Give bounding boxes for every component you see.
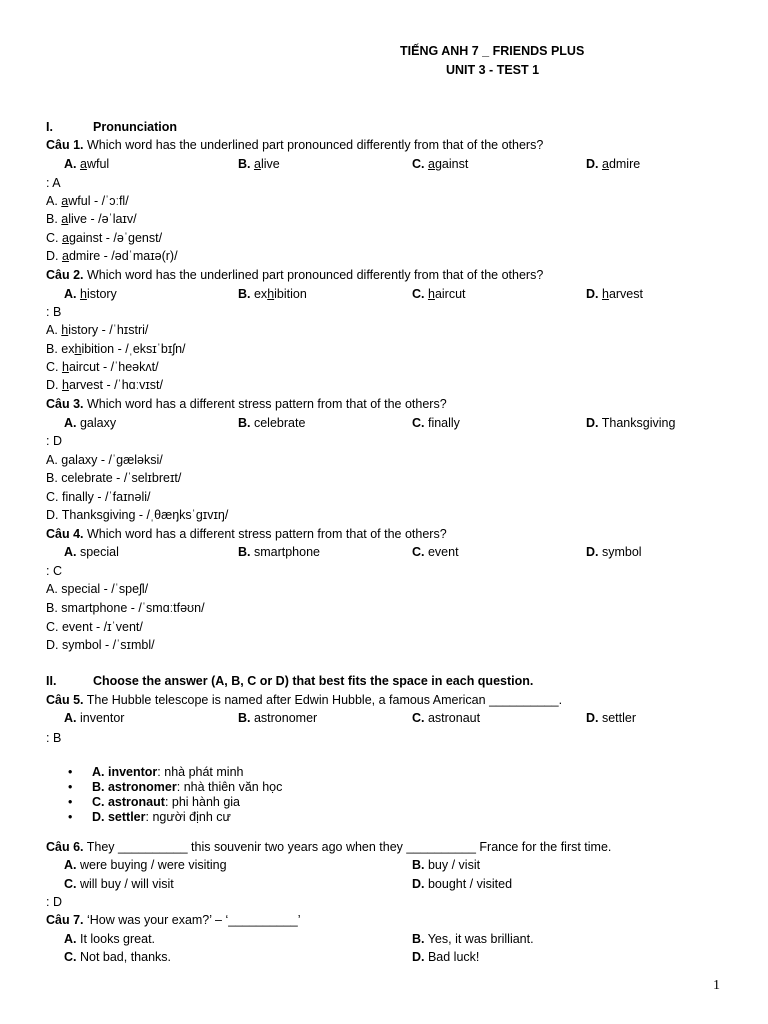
q1-option-d: D. admire: [586, 157, 641, 171]
q2-option-c: C. haircut: [412, 287, 466, 301]
q3-explanation-d: D. Thanksgiving - /ˌθæŋksˈgɪvɪŋ/: [46, 508, 229, 522]
question-text: Which word has the underlined part pronounced differently from that of the others?: [83, 138, 544, 152]
question-label: Câu 3.: [46, 397, 84, 411]
q4-answer: : C: [46, 564, 62, 578]
q5-bullet-a: • A. inventor: nhà phát minh: [92, 765, 243, 779]
q2-option-b: B. exhibition: [238, 287, 307, 301]
q1-answer: : A: [46, 176, 61, 190]
q5-answer: : B: [46, 731, 62, 745]
question-text: They __________ this souvenir two years ago when they __________ France for the first time.: [83, 840, 612, 854]
q5-bullet-c: • C. astronaut: phi hành gia: [92, 795, 240, 809]
section-2-title: Choose the answer (A, B, C or D) that best fits the space in each question.: [93, 674, 534, 688]
question-6: [46, 840, 611, 855]
question-label: Câu 5.: [46, 693, 84, 707]
question-7: [46, 913, 301, 928]
question-4: [46, 527, 447, 542]
question-text: The Hubble telescope is named after Edwin Hubble, a famous American __________.: [83, 693, 563, 707]
q2-explanation-b: B. exhibition - /ˌeksɪˈbɪʃn/: [46, 342, 186, 356]
q7-option-b: B. Yes, it was brilliant.: [412, 932, 534, 946]
q6-option-d: D. bought / visited: [412, 877, 513, 891]
q4-explanation-c: C. event - /ɪˈvent/: [46, 620, 143, 634]
q1-explanation-a: A. awful - /ˈɔːfl/: [46, 194, 129, 208]
q5-option-d: D. settler: [586, 711, 637, 725]
question-1: [46, 138, 543, 153]
question-label: Câu 4.: [46, 527, 84, 541]
question-label: Câu 1.: [46, 138, 84, 152]
section-1-number: I.: [46, 120, 53, 134]
q6-option-a: A. were buying / were visiting: [64, 858, 227, 872]
question-text: Which word has the underlined part pronounced differently from that of the others?: [83, 268, 544, 282]
header-line-2: UNIT 3 - TEST 1: [446, 63, 540, 77]
q2-option-a: A. history: [64, 287, 117, 301]
q6-option-c: C. will buy / will visit: [64, 877, 174, 891]
q3-option-d: D. Thanksgiving: [586, 416, 676, 430]
q6-answer: : D: [46, 895, 62, 909]
question-3: [46, 397, 447, 412]
question-text: ‘How was your exam?’ – ‘__________’: [83, 913, 301, 927]
q1-option-b: B. alive: [238, 157, 280, 171]
section-1-title: Pronunciation: [93, 120, 178, 134]
q6-option-b: B. buy / visit: [412, 858, 481, 872]
q2-explanation-c: C. haircut - /ˈheəkʌt/: [46, 360, 159, 374]
q4-explanation-b: B. smartphone - /ˈsmɑːtfəʊn/: [46, 601, 205, 615]
page-number: 1: [713, 978, 720, 993]
q4-option-b: B. smartphone: [238, 545, 320, 559]
question-label: Câu 6.: [46, 840, 84, 854]
q1-option-c: C. against: [412, 157, 469, 171]
q7-option-a: A. It looks great.: [64, 932, 156, 946]
q1-option-a: A. awful: [64, 157, 110, 171]
q2-answer: : B: [46, 305, 62, 319]
q3-explanation-c: C. finally - /ˈfaɪnəli/: [46, 490, 151, 504]
q2-explanation-d: D. harvest - /ˈhɑːvɪst/: [46, 378, 163, 392]
q3-answer: : D: [46, 434, 62, 448]
q4-option-a: A. special: [64, 545, 119, 559]
q3-explanation-a: A. galaxy - /ˈgæləksi/: [46, 453, 163, 467]
q3-option-b: B. celebrate: [238, 416, 306, 430]
q5-option-c: C. astronaut: [412, 711, 481, 725]
q1-explanation-c: C. against - /əˈgenst/: [46, 231, 163, 245]
q5-bullet-b: • B. astronomer: nhà thiên văn học: [92, 780, 282, 794]
question-5: [46, 693, 562, 708]
q4-option-d: D. symbol: [586, 545, 642, 559]
q7-option-c: C. Not bad, thanks.: [64, 950, 172, 964]
q5-option-b: B. astronomer: [238, 711, 318, 725]
q2-explanation-a: A. history - /ˈhɪstri/: [46, 323, 149, 337]
q5-bullet-d: • D. settler: người định cư: [92, 810, 231, 824]
q3-option-c: C. finally: [412, 416, 460, 430]
question-2: [46, 268, 543, 283]
q3-explanation-b: B. celebrate - /ˈselɪbreɪt/: [46, 471, 182, 485]
question-label: Câu 7.: [46, 913, 84, 927]
q2-option-d: D. harvest: [586, 287, 643, 301]
question-text: Which word has a different stress pattern from that of the others?: [83, 397, 447, 411]
q4-explanation-a: A. special - /ˈspeʃl/: [46, 582, 149, 596]
q1-explanation-d: D. admire - /ədˈmaɪə(r)/: [46, 249, 178, 263]
q5-option-a: A. inventor: [64, 711, 125, 725]
header-line-1: TIẾNG ANH 7 _ FRIENDS PLUS: [400, 44, 585, 58]
q7-option-d: D. Bad luck!: [412, 950, 480, 964]
q3-option-a: A. galaxy: [64, 416, 117, 430]
q4-option-c: C. event: [412, 545, 459, 559]
question-text: Which word has a different stress pattern from that of the others?: [83, 527, 447, 541]
section-2-number: II.: [46, 674, 57, 688]
question-label: Câu 2.: [46, 268, 84, 282]
q1-explanation-b: B. alive - /əˈlaɪv/: [46, 212, 137, 226]
q4-explanation-d: D. symbol - /ˈsɪmbl/: [46, 638, 155, 652]
